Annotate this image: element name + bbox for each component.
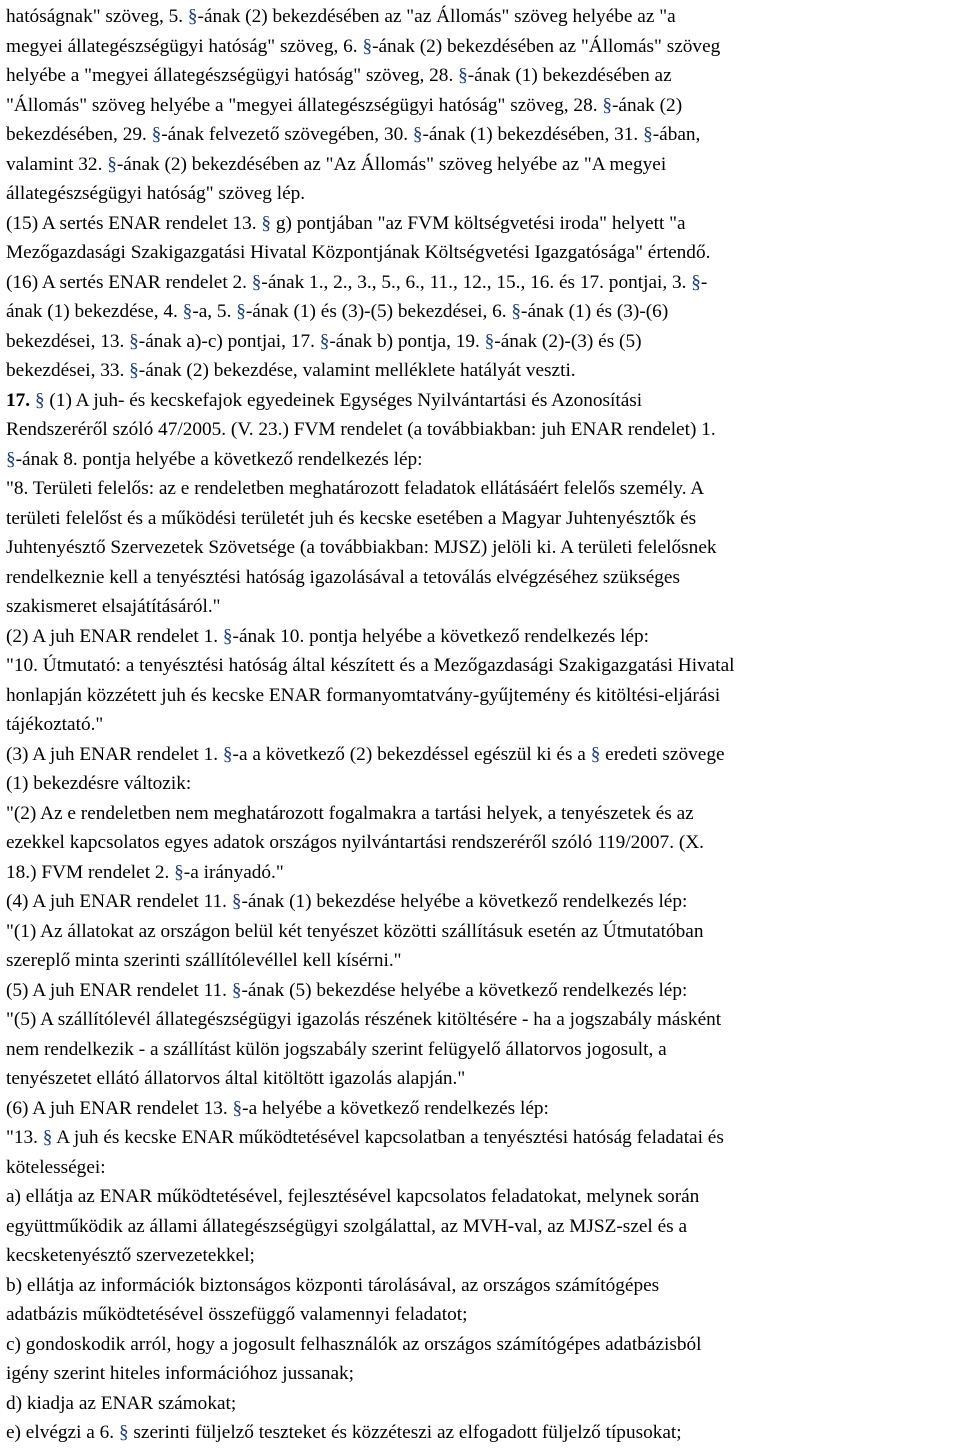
text-line: e) elvégzi a 6. § szerinti füljelző teszteket és közzéteszi az elfogadott füljelző típusokat; — [6, 1422, 682, 1443]
text-line: §-ának 8. pontja helyébe a következő rendelkezés lép: — [6, 448, 423, 470]
text-line: együttműködik az állami állategészségügyi szolgálattal, az MVH-val, az MJSZ-szel és a — [6, 1215, 688, 1237]
text-line: valamint 32. §-ának (2) bekezdésében az "Az Állomás" szöveg helyébe az "A megyei — [6, 153, 667, 175]
text-line: honlapján közzétett juh és kecske ENAR formanyomtatvány-gyűjtemény és kitöltési-eljárási — [6, 684, 721, 706]
section-sign-link[interactable]: § — [231, 891, 242, 912]
text-line: rendelkeznie kell a tenyésztési hatóság igazolásával a tetoválás elvégzéséhez szükséges — [6, 566, 680, 588]
text-line: állategészségügyi hatóság" szöveg lép. — [6, 183, 306, 204]
text-line: adatbázis működtetésével összefüggő valamennyi feladatot; — [6, 1304, 468, 1325]
section-sign-link[interactable]: § — [174, 861, 184, 883]
section-sign-link[interactable]: § — [151, 124, 162, 145]
section-sign-link[interactable]: § — [118, 1422, 129, 1443]
text-line: helyébe a "megyei állategészségügyi hatóság" szöveg, 28. §-ának (1) bekezdésében az — [6, 65, 672, 86]
text-line: bekezdésében, 29. §-ának felvezető szövegében, 30. §-ának (1) bekezdésében, 31. §-ában, — [6, 124, 701, 145]
text-line: igény szerint hiteles információhoz jussanak; — [6, 1363, 355, 1384]
text-line: (4) A juh ENAR rendelet 11. §-ának (1) bekezdése helyébe a következő rendelkezés lép: — [6, 891, 688, 912]
section-sign-link[interactable]: § — [232, 1097, 243, 1119]
section-sign-link[interactable]: § — [458, 65, 468, 86]
section-sign-link[interactable]: § — [602, 94, 612, 116]
section-sign-link[interactable]: § — [412, 124, 423, 145]
section-sign-link[interactable]: § — [6, 448, 16, 470]
text-line: tenyészetet ellátó állatorvos által kitöltött igazolás alapján." — [6, 1068, 466, 1089]
section-sign-link[interactable]: § — [222, 625, 233, 647]
text-line: Rendszeréről szóló 47/2005. (V. 23.) FVM rendelet (a továbbiakban: juh ENAR rendelet) 1. — [6, 419, 716, 440]
text-line: tájékoztató." — [6, 714, 104, 735]
text-line: ának (1) bekezdése, 4. §-a, 5. §-ának (1) és (3)-(5) bekezdései, 6. §-ának (1) és (3)-(6) — [6, 301, 669, 322]
section-sign-link[interactable]: § — [691, 271, 701, 293]
section-sign-link[interactable]: § — [511, 301, 522, 322]
text-line: Juhtenyésztő Szervezetek Szövetsége (a továbbiakban: MJSZ) jelöli ki. A területi felelősnek — [6, 537, 717, 558]
text-line: területi felelőst és a működési területét juh és kecske esetében a Magyar Juhtenyésztők és — [6, 507, 697, 529]
section-sign-link[interactable]: § — [236, 301, 246, 322]
text-line: "13. § A juh és kecske ENAR működtetésével kapcsolatban a tenyésztési hatóság feladatai és — [6, 1127, 724, 1148]
text-line: (3) A juh ENAR rendelet 1. §-a a következő (2) bekezdéssel egészül ki és a § eredeti szövege — [6, 743, 725, 765]
text-line: "(1) Az állatokat az országon belül két tenyészet közötti szállításuk esetén az Útmutatóban — [6, 920, 704, 942]
text-line: d) kiadja az ENAR számokat; — [6, 1392, 237, 1414]
text-line: kötelességei: — [6, 1156, 106, 1178]
section-sign-link[interactable]: § — [362, 35, 373, 57]
section-sign-link[interactable]: § — [107, 153, 117, 175]
text-line: b) ellátja az információk biztonságos központi tárolásával, az országos számítógépes — [6, 1274, 660, 1296]
text-line: megyei állategészségügyi hatóság" szöveg, 6. §-ának (2) bekezdésében az "Állomás" szöveg — [6, 35, 721, 57]
section-sign-link[interactable]: § — [590, 743, 601, 765]
section-sign-link[interactable]: § — [129, 330, 139, 352]
section-sign-link[interactable]: § — [231, 979, 242, 1001]
text-line: Mezőgazdasági Szakigazgatási Hivatal Központjának Költségvetési Igazgatósága" értendő. — [6, 242, 711, 263]
section-sign-link[interactable]: § — [182, 301, 193, 322]
text-line: "10. Útmutató: a tenyésztési hatóság által készített és a Mezőgazdasági Szakigazgatási Hivatal — [6, 655, 735, 676]
text-line: bekezdései, 13. §-ának a)-c) pontjai, 17. §-ának b) pontja, 19. §-ának (2)-(3) és (5) — [6, 330, 642, 352]
section-sign-link[interactable]: § — [484, 330, 495, 352]
text-line: bekezdései, 33. §-ának (2) bekezdése, valamint melléklete hatályát veszti. — [6, 360, 576, 381]
text-line: "Állomás" szöveg helyébe a "megyei állategészségügyi hatóság" szöveg, 28. §-ának (2) — [6, 94, 683, 116]
text-line: (1) bekezdésre változik: — [6, 773, 192, 794]
section-sign-link[interactable]: § — [187, 6, 198, 27]
section-number: 17. — [6, 389, 31, 411]
text-line: 18.) FVM rendelet 2. §-a irányadó." — [6, 861, 284, 883]
text-line: (5) A juh ENAR rendelet 11. §-ának (5) bekezdése helyébe a következő rendelkezés lép: — [6, 979, 688, 1001]
text-line: "8. Területi felelős: az e rendeletben meghatározott feladatok ellátásáért felelős személy. A — [6, 478, 705, 499]
text-line: a) ellátja az ENAR működtetésével, fejlesztésével kapcsolatos feladatokat, melynek során — [6, 1186, 700, 1207]
section-sign-link[interactable]: § — [643, 124, 653, 145]
text-line: (2) A juh ENAR rendelet 1. §-ának 10. pontja helyébe a következő rendelkezés lép: — [6, 625, 650, 647]
text-line: (15) A sertés ENAR rendelet 13. § g) pontjában "az FVM költségvetési iroda" helyett "a — [6, 212, 686, 234]
text-line: kecsketenyésztő szervezetekkel; — [6, 1245, 255, 1266]
text-line: (16) A sertés ENAR rendelet 2. §-ának 1., 2., 3., 5., 6., 11., 12., 15., 16. és 17. pontjai, 3. §- — [6, 271, 708, 293]
section-sign-link[interactable]: § — [42, 1127, 53, 1148]
text-line: "(2) Az e rendeletben nem meghatározott fogalmakra a tartási helyek, a tenyészetek és az — [6, 802, 694, 824]
section-sign-link[interactable]: § — [222, 743, 233, 765]
text-line: szereplő minta szerinti szállítólevéllel kell kísérni." — [6, 950, 402, 971]
section-heading-line: 17. § (1) A juh- és kecskefajok egyedeinek Egységes Nyilvántartási és Azonosítási — [6, 389, 643, 411]
text-line: hatóságnak" szöveg, 5. §-ának (2) bekezdésében az "az Állomás" szöveg helyébe az "a — [6, 6, 676, 27]
section-sign-link[interactable]: § — [34, 389, 45, 411]
section-sign-link[interactable]: § — [261, 212, 272, 234]
section-sign-link[interactable]: § — [319, 330, 330, 352]
text-line: ezekkel kapcsolatos egyes adatok országos nyilvántartási rendszeréről szóló 119/2007. (X. — [6, 832, 705, 853]
section-sign-link[interactable]: § — [129, 360, 139, 381]
text-line: "(5) A szállítólevél állategészségügyi igazolás részének kitöltésére - ha a jogszabály másként — [6, 1009, 722, 1030]
text-line: szakismeret elsajátításáról." — [6, 596, 221, 617]
section-sign-link[interactable]: § — [251, 271, 262, 293]
text-line: nem rendelkezik - a szállítást külön jogszabály szerint felügyelő állatorvos jogosult, a — [6, 1038, 667, 1060]
text-line: (6) A juh ENAR rendelet 13. §-a helyébe a következő rendelkezés lép: — [6, 1097, 549, 1119]
text-line: c) gondoskodik arról, hogy a jogosult felhasználók az országos számítógépes adatbázisból — [6, 1333, 702, 1355]
